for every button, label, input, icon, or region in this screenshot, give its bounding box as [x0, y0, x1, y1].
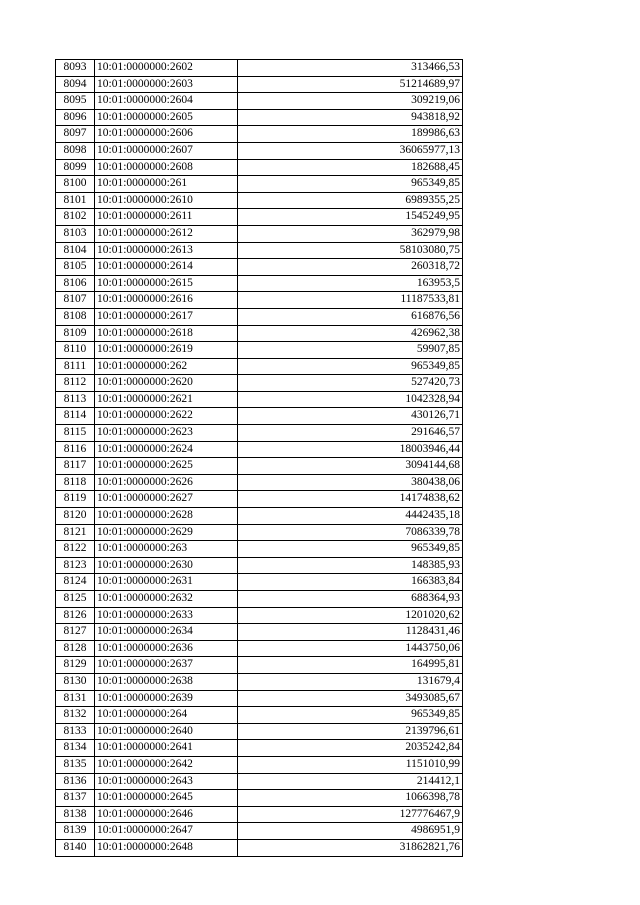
table-row	[56, 308, 463, 325]
row-number-cell: 8135	[56, 756, 95, 773]
value-cell: 1443750,06	[238, 640, 463, 657]
value-cell: 131679,4	[238, 673, 463, 690]
row-number-cell: 8119	[56, 491, 95, 508]
value-cell: 36065977,13	[238, 142, 463, 159]
row-number-cell: 8122	[56, 541, 95, 558]
cadastral-number-cell: 10:01:0000000:2641	[95, 740, 238, 757]
cadastral-number-cell: 10:01:0000000:2610	[95, 192, 238, 209]
value-cell: 309219,06	[238, 93, 463, 110]
table-row	[56, 275, 463, 292]
table-row	[56, 690, 463, 707]
row-number-cell: 8093	[56, 60, 95, 77]
cadastral-number-cell: 10:01:0000000:2606	[95, 126, 238, 143]
row-number-cell: 8114	[56, 408, 95, 425]
row-number-cell: 8131	[56, 690, 95, 707]
value-cell: 2035242,84	[238, 740, 463, 757]
cadastral-number-cell: 10:01:0000000:261	[95, 176, 238, 193]
table-row	[56, 508, 463, 525]
table-row	[56, 624, 463, 641]
table-row	[56, 375, 463, 392]
row-number-cell: 8134	[56, 740, 95, 757]
row-number-cell: 8133	[56, 723, 95, 740]
row-number-cell: 8110	[56, 342, 95, 359]
table-row	[56, 259, 463, 276]
row-number-cell: 8095	[56, 93, 95, 110]
cadastral-number-cell: 10:01:0000000:2615	[95, 275, 238, 292]
cadastral-number-cell: 10:01:0000000:263	[95, 541, 238, 558]
table-row	[56, 541, 463, 558]
cadastral-number-cell: 10:01:0000000:2616	[95, 292, 238, 309]
value-cell: 214412,1	[238, 773, 463, 790]
table-row	[56, 607, 463, 624]
row-number-cell: 8120	[56, 508, 95, 525]
table-row	[56, 839, 463, 856]
value-cell: 7086339,78	[238, 524, 463, 541]
table-row	[56, 192, 463, 209]
table-row	[56, 209, 463, 226]
cadastral-number-cell: 10:01:0000000:2602	[95, 60, 238, 77]
value-cell: 4442435,18	[238, 508, 463, 525]
table-row	[56, 142, 463, 159]
table-row	[56, 673, 463, 690]
value-cell: 51214689,97	[238, 76, 463, 93]
table-row	[56, 707, 463, 724]
cadastral-number-cell: 10:01:0000000:2632	[95, 591, 238, 608]
cadastral-number-cell: 10:01:0000000:2646	[95, 806, 238, 823]
cadastral-number-cell: 10:01:0000000:2634	[95, 624, 238, 641]
row-number-cell: 8132	[56, 707, 95, 724]
cadastral-number-cell: 10:01:0000000:2643	[95, 773, 238, 790]
cadastral-number-cell: 10:01:0000000:2642	[95, 756, 238, 773]
cadastral-number-cell: 10:01:0000000:2631	[95, 574, 238, 591]
cadastral-number-cell: 10:01:0000000:264	[95, 707, 238, 724]
table-row	[56, 524, 463, 541]
row-number-cell: 8105	[56, 259, 95, 276]
value-cell: 148385,93	[238, 557, 463, 574]
table-row	[56, 474, 463, 491]
value-cell: 380438,06	[238, 474, 463, 491]
value-cell: 31862821,76	[238, 839, 463, 856]
cadastral-number-cell: 10:01:0000000:262	[95, 358, 238, 375]
value-cell: 4986951,9	[238, 823, 463, 840]
table-row	[56, 159, 463, 176]
cadastral-number-cell: 10:01:0000000:2612	[95, 225, 238, 242]
cadastral-number-cell: 10:01:0000000:2648	[95, 839, 238, 856]
row-number-cell: 8118	[56, 474, 95, 491]
cadastral-number-cell: 10:01:0000000:2633	[95, 607, 238, 624]
cadastral-number-cell: 10:01:0000000:2626	[95, 474, 238, 491]
cadastral-number-cell: 10:01:0000000:2622	[95, 408, 238, 425]
table-row	[56, 458, 463, 475]
value-cell: 943818,92	[238, 109, 463, 126]
row-number-cell: 8113	[56, 391, 95, 408]
table-row	[56, 790, 463, 807]
value-cell: 965349,85	[238, 707, 463, 724]
cadastral-number-cell: 10:01:0000000:2623	[95, 425, 238, 442]
row-number-cell: 8125	[56, 591, 95, 608]
row-number-cell: 8127	[56, 624, 95, 641]
cadastral-number-cell: 10:01:0000000:2639	[95, 690, 238, 707]
row-number-cell: 8100	[56, 176, 95, 193]
value-cell: 426962,38	[238, 325, 463, 342]
table-row	[56, 408, 463, 425]
table-row	[56, 126, 463, 143]
row-number-cell: 8102	[56, 209, 95, 226]
table-row	[56, 591, 463, 608]
table-row	[56, 342, 463, 359]
row-number-cell: 8121	[56, 524, 95, 541]
table-row	[56, 93, 463, 110]
table-row	[56, 557, 463, 574]
table-row	[56, 806, 463, 823]
table-row	[56, 391, 463, 408]
row-number-cell: 8126	[56, 607, 95, 624]
row-number-cell: 8137	[56, 790, 95, 807]
value-cell: 430126,71	[238, 408, 463, 425]
table-row	[56, 640, 463, 657]
value-cell: 688364,93	[238, 591, 463, 608]
value-cell: 313466,53	[238, 60, 463, 77]
cadastral-number-cell: 10:01:0000000:2604	[95, 93, 238, 110]
value-cell: 1066398,78	[238, 790, 463, 807]
row-number-cell: 8112	[56, 375, 95, 392]
cadastral-number-cell: 10:01:0000000:2647	[95, 823, 238, 840]
cadastral-number-cell: 10:01:0000000:2618	[95, 325, 238, 342]
row-number-cell: 8139	[56, 823, 95, 840]
cadastral-number-cell: 10:01:0000000:2625	[95, 458, 238, 475]
value-cell: 1042328,94	[238, 391, 463, 408]
row-number-cell: 8124	[56, 574, 95, 591]
value-cell: 189986,63	[238, 126, 463, 143]
row-number-cell: 8117	[56, 458, 95, 475]
value-cell: 18003946,44	[238, 441, 463, 458]
cadastral-number-cell: 10:01:0000000:2624	[95, 441, 238, 458]
table-row	[56, 740, 463, 757]
row-number-cell: 8116	[56, 441, 95, 458]
table-row	[56, 358, 463, 375]
value-cell: 127776467,9	[238, 806, 463, 823]
cadastral-number-cell: 10:01:0000000:2605	[95, 109, 238, 126]
cadastral-number-cell: 10:01:0000000:2627	[95, 491, 238, 508]
table-row	[56, 773, 463, 790]
cadastral-number-cell: 10:01:0000000:2607	[95, 142, 238, 159]
cadastral-number-cell: 10:01:0000000:2611	[95, 209, 238, 226]
value-cell: 11187533,81	[238, 292, 463, 309]
value-cell: 14174838,62	[238, 491, 463, 508]
value-cell: 166383,84	[238, 574, 463, 591]
value-cell: 1545249,95	[238, 209, 463, 226]
row-number-cell: 8138	[56, 806, 95, 823]
value-cell: 58103080,75	[238, 242, 463, 259]
row-number-cell: 8140	[56, 839, 95, 856]
table-row	[56, 242, 463, 259]
cadastral-number-cell: 10:01:0000000:2628	[95, 508, 238, 525]
cadastral-number-cell: 10:01:0000000:2638	[95, 673, 238, 690]
table-row	[56, 574, 463, 591]
table-row	[56, 76, 463, 93]
data-table	[55, 59, 463, 857]
row-number-cell: 8103	[56, 225, 95, 242]
cadastral-number-cell: 10:01:0000000:2603	[95, 76, 238, 93]
value-cell: 1128431,46	[238, 624, 463, 641]
value-cell: 965349,85	[238, 358, 463, 375]
cadastral-number-cell: 10:01:0000000:2640	[95, 723, 238, 740]
value-cell: 2139796,61	[238, 723, 463, 740]
value-cell: 59907,85	[238, 342, 463, 359]
row-number-cell: 8099	[56, 159, 95, 176]
cadastral-number-cell: 10:01:0000000:2613	[95, 242, 238, 259]
row-number-cell: 8115	[56, 425, 95, 442]
row-number-cell: 8107	[56, 292, 95, 309]
row-number-cell: 8101	[56, 192, 95, 209]
row-number-cell: 8136	[56, 773, 95, 790]
row-number-cell: 8106	[56, 275, 95, 292]
value-cell: 527420,73	[238, 375, 463, 392]
value-cell: 965349,85	[238, 541, 463, 558]
row-number-cell: 8130	[56, 673, 95, 690]
row-number-cell: 8129	[56, 657, 95, 674]
cadastral-number-cell: 10:01:0000000:2620	[95, 375, 238, 392]
table-row	[56, 491, 463, 508]
value-cell: 362979,98	[238, 225, 463, 242]
value-cell: 3094144,68	[238, 458, 463, 475]
row-number-cell: 8098	[56, 142, 95, 159]
row-number-cell: 8109	[56, 325, 95, 342]
value-cell: 965349,85	[238, 176, 463, 193]
row-number-cell: 8096	[56, 109, 95, 126]
value-cell: 1151010,99	[238, 756, 463, 773]
cadastral-number-cell: 10:01:0000000:2608	[95, 159, 238, 176]
row-number-cell: 8108	[56, 308, 95, 325]
table-row	[56, 823, 463, 840]
cadastral-number-cell: 10:01:0000000:2614	[95, 259, 238, 276]
table-body	[56, 60, 463, 857]
row-number-cell: 8123	[56, 557, 95, 574]
value-cell: 260318,72	[238, 259, 463, 276]
value-cell: 1201020,62	[238, 607, 463, 624]
table-row	[56, 723, 463, 740]
table-row	[56, 176, 463, 193]
value-cell: 163953,5	[238, 275, 463, 292]
cadastral-number-cell: 10:01:0000000:2621	[95, 391, 238, 408]
cadastral-number-cell: 10:01:0000000:2636	[95, 640, 238, 657]
table-row	[56, 292, 463, 309]
table-row	[56, 425, 463, 442]
value-cell: 6989355,25	[238, 192, 463, 209]
row-number-cell: 8097	[56, 126, 95, 143]
row-number-cell: 8111	[56, 358, 95, 375]
cadastral-number-cell: 10:01:0000000:2645	[95, 790, 238, 807]
table-row	[56, 109, 463, 126]
table-row	[56, 60, 463, 77]
value-cell: 164995,81	[238, 657, 463, 674]
table-row	[56, 657, 463, 674]
cadastral-number-cell: 10:01:0000000:2617	[95, 308, 238, 325]
table-row	[56, 225, 463, 242]
cadastral-number-cell: 10:01:0000000:2629	[95, 524, 238, 541]
row-number-cell: 8104	[56, 242, 95, 259]
table-row	[56, 325, 463, 342]
value-cell: 3493085,67	[238, 690, 463, 707]
cadastral-number-cell: 10:01:0000000:2637	[95, 657, 238, 674]
table-row	[56, 756, 463, 773]
cadastral-number-cell: 10:01:0000000:2619	[95, 342, 238, 359]
row-number-cell: 8128	[56, 640, 95, 657]
cadastral-number-cell: 10:01:0000000:2630	[95, 557, 238, 574]
row-number-cell: 8094	[56, 76, 95, 93]
value-cell: 182688,45	[238, 159, 463, 176]
value-cell: 291646,57	[238, 425, 463, 442]
table-row	[56, 441, 463, 458]
value-cell: 616876,56	[238, 308, 463, 325]
